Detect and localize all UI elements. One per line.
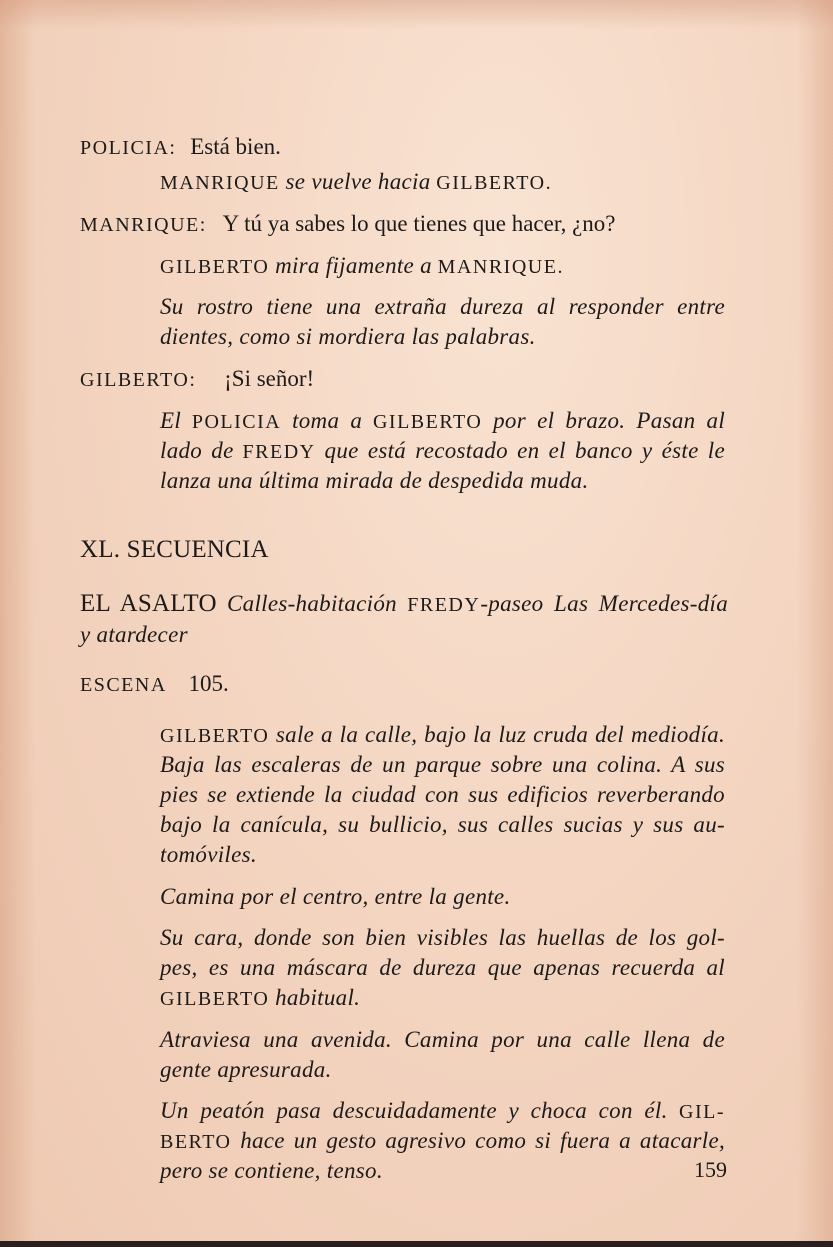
character-name: GIL- [679,1101,725,1123]
direction-text: toma a [292,408,363,433]
stage-direction-line [160,407,725,436]
stage-direction-line: pero se contiene, tenso. [160,1158,383,1183]
direction-text: que está recostado en el banco y éste le [324,438,726,463]
character-name: GILBERTO [160,725,270,747]
dialogue-text: Y tú ya sabes lo que tienes que hacer, ¿no? [222,211,616,236]
direction-text: por el brazo. Pasan al [493,408,726,433]
page-bottom-edge [0,1241,833,1247]
character-name: MANRIQUE. [437,256,564,278]
stage-direction-line: pies se extiende la ciudad con sus edificios reverberando [160,782,725,807]
direction-text: mira fijamente a [275,253,432,278]
speaker-name: POLICIA: [80,137,177,159]
dialogue-line [80,210,616,239]
page-number: 159 [694,1157,727,1182]
stage-direction-line: Atraviesa una avenida. Camina por una calle llena de [160,1027,725,1052]
sequence-heading: XL. SECUENCIA [80,536,269,563]
stage-direction-line: Su rostro tiene una extraña dureza al responder entre [160,294,725,319]
scene-number-value: 105. [188,671,229,696]
location-text: Calles-habitación [227,591,397,616]
location-text: -paseo Las Mercedes-día [480,591,728,616]
character-name: BERTO [160,1131,232,1153]
stage-direction-line: bajo la canícula, su bullicio, sus calles sucias y sus au- [160,812,725,837]
character-name: GILBERTO [372,411,483,433]
direction-text: El [160,408,182,433]
direction-text: lado de [160,438,234,463]
stage-direction-line [160,1097,725,1126]
stage-direction-line: dientes, como si mordiera las palabras. [160,324,536,349]
stage-direction [160,252,564,281]
page-edge-left [0,0,36,1247]
character-name: MANRIQUE [160,172,280,194]
character-name: GILBERTO [160,988,270,1010]
stage-direction-line: pes, es una máscara de dureza que apenas recuerda al [160,955,725,980]
character-name: FREDY [242,441,316,463]
scene-number [80,670,229,699]
stage-direction-line [160,984,360,1013]
speaker-name: GILBERTO: [80,369,197,391]
stage-direction-line [160,721,725,750]
direction-text: se vuelve hacia [285,169,431,194]
dialogue-text: ¡Si señor! [224,366,315,391]
sequence-title: EL ASALTO [80,590,217,617]
direction-text: sale a la calle, bajo la luz cruda del mediodía. [275,722,726,747]
scene-label: ESCENA [80,674,167,696]
character-name: FREDY [407,594,481,616]
direction-text: hace un gesto agresivo como si fuera a atacarle, [240,1128,726,1153]
speaker-name: MANRIQUE: [80,214,207,236]
character-name: POLICIA [191,411,282,433]
stage-direction-line: Baja las escaleras de un parque sobre una colina. A sus [160,752,725,777]
dialogue-text: Está bien. [190,134,281,159]
direction-text: Un peatón pasa descuidadamente y choca con él. [160,1098,668,1123]
character-name: GILBERTO. [436,172,553,194]
scene-heading [80,590,728,619]
stage-direction-line: Camina por el centro, entre la gente. [160,884,511,909]
dialogue-line [80,133,281,162]
character-name: GILBERTO [160,256,270,278]
stage-direction-line: tomóviles. [160,842,257,867]
page-edge-right [797,0,833,1247]
stage-direction-line: lanza una última mirada de despedida muda. [160,468,589,493]
page-edge-top [0,0,833,30]
stage-direction [160,168,552,197]
stage-direction-line [160,437,725,466]
scene-heading-continuation: y atardecer [80,622,188,647]
stage-direction-line [160,1127,725,1156]
dialogue-line [80,365,314,394]
direction-text: habitual. [275,985,361,1010]
stage-direction-line: gente apresurada. [160,1057,332,1082]
stage-direction-line: Su cara, donde son bien visibles las huellas de los gol- [160,925,725,950]
